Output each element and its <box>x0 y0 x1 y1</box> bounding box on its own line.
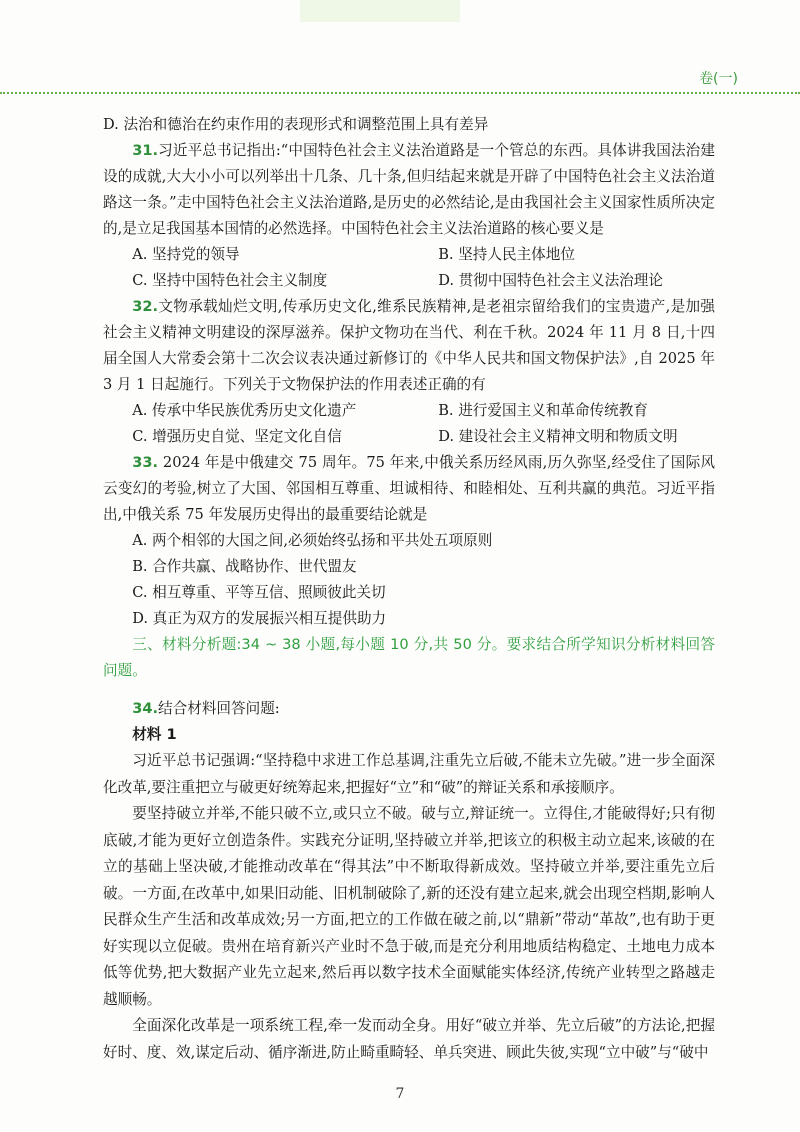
q31-options <box>103 242 715 294</box>
page-content <box>103 112 715 1066</box>
q31-option-b: B. 坚持人民主体地位 <box>438 246 575 263</box>
q33-number: 33. <box>132 454 159 471</box>
q32-options <box>103 398 715 450</box>
q34-number: 34. <box>132 700 159 717</box>
q33-stem: 2024 年是中俄建交 75 周年。75 年来,中俄关系历经风雨,历久弥坚,经受住了国际风云变幻的考验,树立了大国、邻国相互尊重、坦诚相待、和睦相处、互利共赢的典范。习近平指出,中俄关系 75 年发展历史得出的最重要结论就是 <box>103 454 715 523</box>
volume-tag: 卷(一) <box>699 71 738 87</box>
page-number: 7 <box>395 1086 405 1102</box>
question-34 <box>103 696 715 1066</box>
q32-number: 32. <box>132 298 159 315</box>
q32-option-d: D. 建设社会主义精神文明和物质文明 <box>438 428 678 445</box>
header-divider <box>0 92 800 94</box>
q31-number: 31. <box>132 142 159 159</box>
q33-option-a: A. 两个相邻的大国之间,必须始终弘扬和平共处五项原则 <box>132 532 493 549</box>
q32-option-b: B. 进行爱国主义和革命传统教育 <box>438 402 648 419</box>
q33-option-d: D. 真正为双方的发展振兴相互提供助力 <box>132 610 387 627</box>
q31-option-c: C. 坚持中国特色社会主义制度 <box>132 272 328 289</box>
prev-option-d: D. 法治和德治在约束作用的表现形式和调整范围上具有差异 <box>103 116 489 133</box>
material-paragraph: 全面深化改革是一项系统工程,牵一发而动全身。用好“破立并举、先立后破”的方法论,把握好时、度、效,谋定后动、循序渐进,防止畸重畸轻、单兵突进、顾此失彼,实现“立中破”与“破中 <box>103 1017 715 1061</box>
q32-option-a: A. 传承中华民族优秀历史文化遗产 <box>132 402 357 419</box>
q32-option-c: C. 增强历史自觉、坚定文化自信 <box>132 428 342 445</box>
question-33 <box>103 450 715 632</box>
q31-option-d: D. 贯彻中国特色社会主义法治理论 <box>438 272 663 289</box>
question-32 <box>103 294 715 450</box>
q32-stem: 文物承载灿烂文明,传承历史文化,维系民族精神,是老祖宗留给我们的宝贵遗产,是加强社会主义精神文明建设的深厚滋养。保护文物功在当代、利在千秋。2024 年 11 月 8 日,十四届全国人大常委会第十二次会议表决通过新修订的《中华人民共和国文物保护法》,自 2025 年 3 月 1 日起施行。下列关于文物保护法的作用表述正确的有 <box>103 298 715 393</box>
material-1-body <box>103 748 715 1066</box>
q34-stem: 结合材料回答问题: <box>158 700 280 717</box>
material-paragraph: 要坚持破立并举,不能只破不立,或只立不破。破与立,辩证统一。立得住,才能破得好;只有彻底破,才能为更好立创造条件。实践充分证明,坚持破立并举,把该立的积极主动立起来,该破的在立的基础上坚决破,才能推动改革在“得其法”中不断取得新成效。坚持破立并举,要注重先立后破。一方面,在改革中,如果旧动能、旧机制破除了,新的还没有建立起来,就会出现空档期,影响人民群众生产生活和改革成效;另一方面,把立的工作做在破之前,以“鼎新”带动“革故”,也有助于更好实现以立促破。贵州在培育新兴产业时不急于破,而是充分利用地质结构稳定、土地电力成本低等优势,把大数据产业先立起来,然后再以数字技术全面赋能实体经济,传统产业转型之路越走越顺畅。 <box>103 805 715 1008</box>
q31-stem: 习近平总书记指出:“中国特色社会主义法治道路是一个管总的东西。具体讲我国法治建设的成就,大大小小可以列举出十几条、几十条,但归结起来就是开辟了中国特色社会主义法治道路这一条。”走中国特色社会主义法治道路,是历史的必然结论,是由我国社会主义国家性质所决定的,是立足我国基本国情的必然选择。中国特色社会主义法治道路的核心要义是 <box>103 142 715 237</box>
material-paragraph: 习近平总书记强调:“坚持稳中求进工作总基调,注重先立后破,不能未立先破。”进一步全面深化改革,要注重把立与破更好统筹起来,把握好“立”和“破”的辩证关系和承接顺序。 <box>103 752 715 796</box>
section-3-heading: 三、材料分析题:34 ~ 38 小题,每小题 10 分,共 50 分。要求结合所学知识分析材料回答问题。 <box>103 636 715 679</box>
q33-option-b: B. 合作共赢、战略协作、世代盟友 <box>132 558 357 575</box>
q31-option-a: A. 坚持党的领导 <box>132 246 240 263</box>
header-band <box>300 0 460 22</box>
q33-option-c: C. 相互尊重、平等互信、照顾彼此关切 <box>132 584 386 601</box>
question-31 <box>103 138 715 294</box>
material-1-title: 材料 1 <box>132 726 177 743</box>
